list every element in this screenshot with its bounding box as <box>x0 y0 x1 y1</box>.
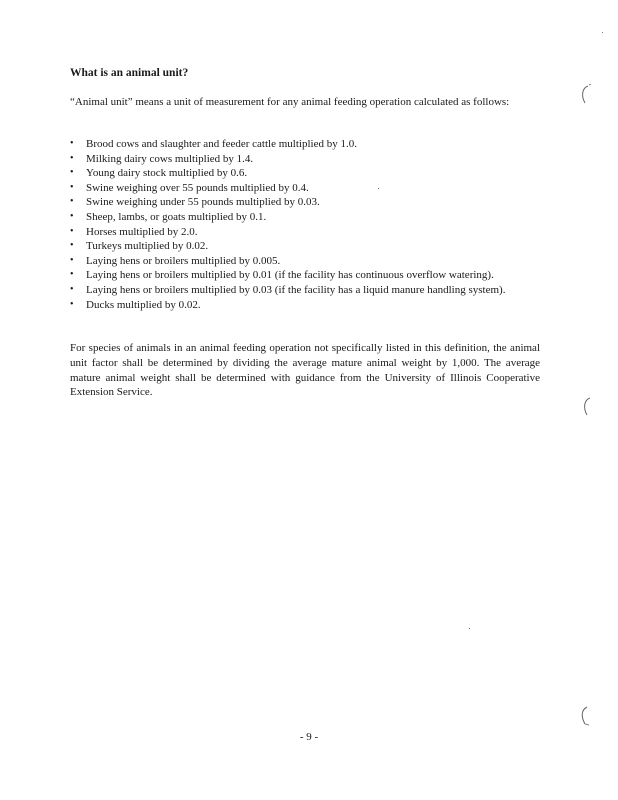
section-heading: What is an animal unit? <box>70 67 189 79</box>
list-item <box>70 181 540 196</box>
bullet-icon: • <box>70 225 74 237</box>
list-item-text: Laying hens or broilers multiplied by 0.03 (if the facility has a liquid manure handling system). <box>86 283 506 296</box>
list-item-text: Sheep, lambs, or goats multiplied by 0.1. <box>86 210 267 223</box>
list-item-text: Young dairy stock multiplied by 0.6. <box>86 167 248 180</box>
bullet-icon: • <box>70 210 74 222</box>
bullet-icon: • <box>70 138 74 149</box>
list-item <box>70 254 540 269</box>
list-item <box>70 298 540 313</box>
bullet-icon: • <box>70 167 74 179</box>
animal-unit-list <box>70 137 540 312</box>
list-item-text: Brood cows and slaughter and feeder cattle multiplied by 1.0. <box>86 138 357 150</box>
list-item <box>70 137 540 152</box>
list-item <box>70 225 540 240</box>
list-item <box>70 239 540 254</box>
closing-paragraph: For species of animals in an animal feeding operation not specifically listed in this definition, the animal unit factor shall be determined by dividing the average mature animal weight by 1,000. The average mature animal weight shall be determined with guidance from the University of Illinois Cooperative Extension Service. <box>70 342 540 399</box>
list-item-text: Horses multiplied by 2.0. <box>86 225 198 238</box>
list-item-text: Ducks multiplied by 0.02. <box>86 298 201 311</box>
list-item-text: Turkeys multiplied by 0.02. <box>86 240 209 253</box>
scan-speck <box>469 628 470 629</box>
bullet-icon: • <box>70 196 74 208</box>
list-item-text: Milking dairy cows multiplied by 1.4. <box>86 152 254 165</box>
list-item-text: Swine weighing over 55 pounds multiplied by 0.4. <box>86 181 309 194</box>
list-item-text: Swine weighing under 55 pounds multiplied by 0.03. <box>86 196 320 209</box>
bullet-icon: • <box>70 298 74 310</box>
list-item <box>70 210 540 225</box>
list-item <box>70 195 540 210</box>
bullet-icon: • <box>70 152 74 164</box>
list-item-text: Laying hens or broilers multiplied by 0.005. <box>86 254 281 267</box>
page-number: - 9 - <box>299 731 319 743</box>
list-item <box>70 166 540 181</box>
bullet-icon: • <box>70 240 74 252</box>
bullet-icon: • <box>70 181 74 193</box>
bullet-icon: • <box>70 283 74 295</box>
bullet-icon: • <box>70 269 74 281</box>
list-item <box>70 283 540 298</box>
definition-intro: “Animal unit” means a unit of measurement for any animal feeding operation calculated as follows: <box>70 96 510 108</box>
list-item-text: Laying hens or broilers multiplied by 0.01 (if the facility has continuous overflow watering). <box>86 269 494 282</box>
binder-hole-mark-icon <box>578 705 592 727</box>
scan-speck <box>378 188 379 189</box>
list-item <box>70 152 540 167</box>
scan-speck <box>602 32 603 33</box>
binder-hole-mark-icon <box>580 396 594 418</box>
bullet-icon: • <box>70 254 74 266</box>
list-item <box>70 268 540 283</box>
binder-hole-mark-icon <box>578 84 592 106</box>
